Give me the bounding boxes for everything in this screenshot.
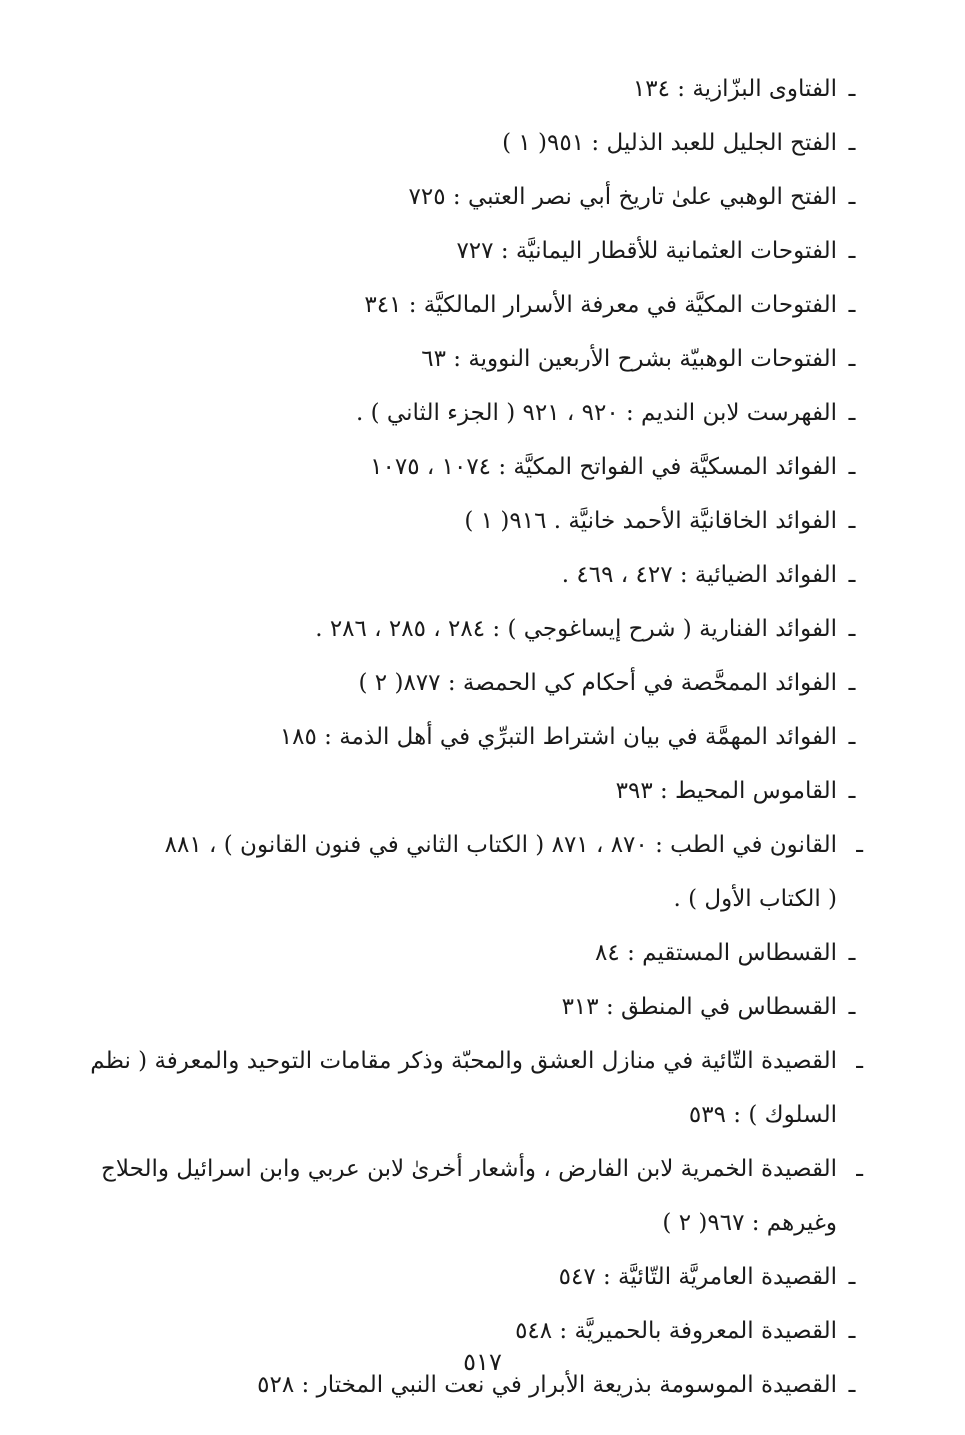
entry-text: القانون في الطب : ٨٧٠ ، ٨٧١ ( الكتاب الثاني في فنون القانون ) ، ٨٨١ — [164, 832, 837, 858]
entry-text: الفهرست لابن النديم : ٩٢٠ ، ٩٢١ ( الجزء الثاني ) . — [356, 400, 837, 426]
index-entries — [83, 62, 863, 1412]
index-entry — [83, 710, 863, 764]
entry-text: القصيدة الخمرية لابن الفارض ، وأشعار أخرىٰ لابن عربي وابن اسرائيل والحلاج — [101, 1156, 837, 1182]
entry-text: القصيدة العامريَّة التّائيَّة : ٥٤٧ — [558, 1264, 837, 1290]
entry-text: الفوائد الممحَّصة في أحكام كي الحمصة : ٨٧٧( ٢ ) — [358, 670, 837, 696]
entry-text: الفتاوى البزّازية : ١٣٤ — [632, 76, 837, 102]
entry-dash: ـ — [848, 346, 856, 372]
entry-dash: ـ — [848, 184, 856, 210]
entry-text: القسطاس المستقيم : ٨٤ — [595, 940, 837, 966]
index-entry — [83, 602, 863, 656]
index-entry — [83, 656, 863, 710]
entry-dash: ـ — [848, 76, 856, 102]
index-entry — [83, 1142, 863, 1250]
entry-dash: ـ — [848, 1372, 856, 1398]
index-entry — [83, 332, 863, 386]
entry-dash: ـ — [848, 670, 856, 696]
entry-dash: ـ — [848, 292, 856, 318]
entry-text: الفوائد المسكيَّة في الفواتح المكيَّة : ١٠٧٤ ، ١٠٧٥ — [370, 454, 837, 480]
index-entry — [83, 278, 863, 332]
entry-text: الفوائد الخاقانيَّة الأحمد خانيَّة . ٩١٦( ١ ) — [464, 508, 837, 534]
entry-dash: ـ — [848, 238, 856, 264]
index-entry — [83, 818, 863, 926]
entry-dash: ـ — [848, 724, 856, 750]
entry-dash: ـ — [848, 616, 856, 642]
entry-dash: ـ — [848, 778, 856, 804]
entry-text: الفتوحات الوهبيّة بشرح الأربعين النووية : ٦٣ — [421, 346, 837, 372]
entry-dash: ـ — [856, 1156, 863, 1182]
index-entry — [83, 494, 863, 548]
entry-dash: ـ — [848, 1264, 856, 1290]
entry-dash: ـ — [848, 400, 856, 426]
index-entry — [83, 980, 863, 1034]
page-number: ٥١٧ — [463, 1348, 502, 1376]
entry-text: الفوائد المهمَّة في بيان اشتراط التبرِّي في أهل الذمة : ١٨٥ — [279, 724, 837, 750]
index-entry — [83, 440, 863, 494]
entry-text: الفوائد الفنارية ( شرح إيساغوجي ) : ٢٨٤ ، ٢٨٥ ، ٢٨٦ . — [315, 616, 837, 642]
index-entry — [83, 170, 863, 224]
index-entry — [83, 548, 863, 602]
entry-text: القصيدة المعروفة بالحميريَّة : ٥٤٨ — [515, 1318, 837, 1344]
entry-dash: ـ — [848, 508, 856, 534]
entry-text: الفتوحات العثمانية للأقطار اليمانيَّة : ٧٢٧ — [456, 238, 837, 264]
index-entry — [83, 764, 863, 818]
entry-dash: ـ — [856, 832, 863, 858]
entry-continuation: السلوك ) : ٥٣٩ — [688, 1102, 837, 1128]
entry-text: الفتح الجليل للعبد الذليل : ٩٥١( ١ ) — [502, 130, 837, 156]
index-entry — [83, 62, 863, 116]
entry-dash: ـ — [848, 994, 856, 1020]
entry-text: الفتوحات المكيَّة في معرفة الأسرار المالكيَّة : ٣٤١ — [364, 292, 837, 318]
index-entry — [83, 1034, 863, 1142]
entry-text: الفوائد الضيائية : ٤٢٧ ، ٤٦٩ . — [561, 562, 837, 588]
entry-text: القصيدة التّائية في منازل العشق والمحبّة وذكر مقامات التوحيد والمعرفة ( نظم — [90, 1048, 837, 1074]
entry-dash: ـ — [848, 562, 856, 588]
entry-continuation: ( الكتاب الأول ) . — [673, 886, 837, 912]
entry-dash: ـ — [848, 1318, 856, 1344]
index-entry — [83, 224, 863, 278]
index-entry — [83, 386, 863, 440]
index-entry — [83, 926, 863, 980]
entry-text: القصيدة الموسومة بذريعة الأبرار في نعت النبي المختار : ٥٢٨ — [257, 1372, 837, 1398]
entry-dash: ـ — [848, 454, 856, 480]
entry-dash: ـ — [848, 130, 856, 156]
index-entry — [83, 1250, 863, 1304]
index-entry — [83, 116, 863, 170]
entry-text: الفتح الوهبي علىٰ تاريخ أبي نصر العتبي : ٧٢٥ — [408, 184, 837, 210]
entry-text: القسطاس في المنطق : ٣١٣ — [561, 994, 837, 1020]
entry-dash: ـ — [856, 1048, 863, 1074]
entry-dash: ـ — [848, 940, 856, 966]
entry-continuation: وغيرهم : ٩٦٧( ٢ ) — [662, 1210, 837, 1236]
entry-text: القاموس المحيط : ٣٩٣ — [615, 778, 837, 804]
